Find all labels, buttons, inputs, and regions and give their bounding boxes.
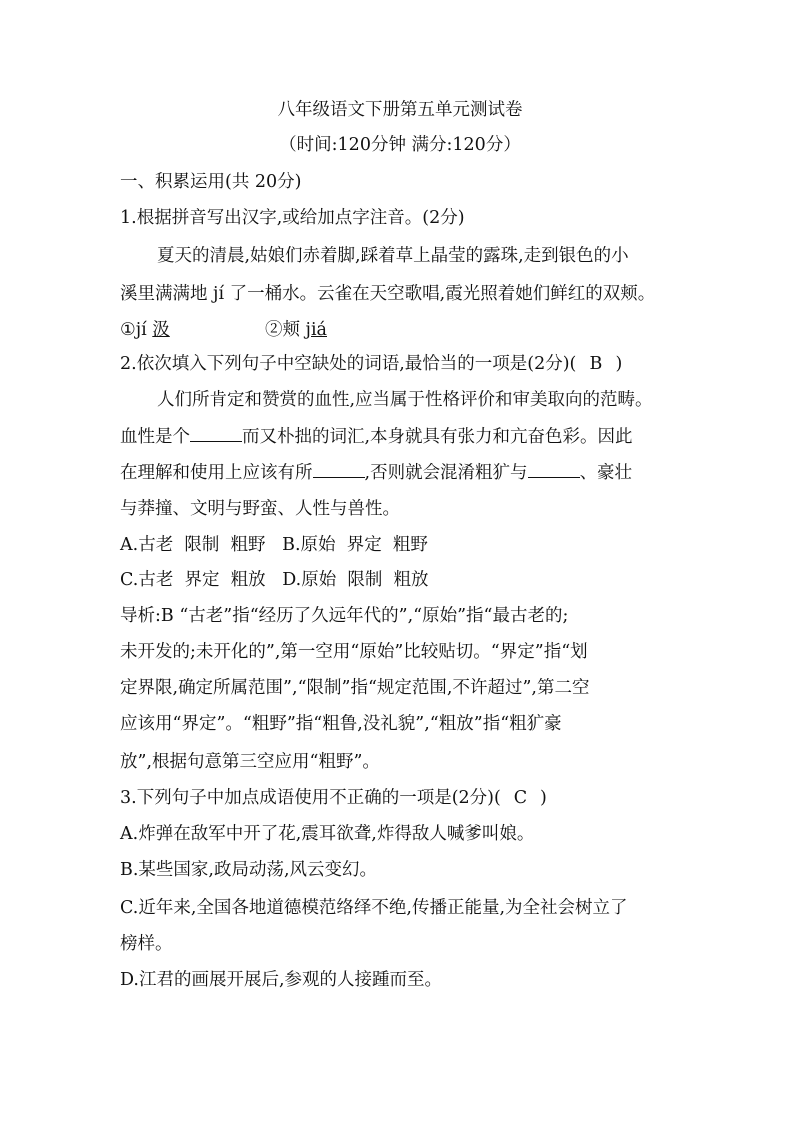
q1-answer1-label: ①jí	[120, 320, 147, 340]
q3-stem-line	[120, 786, 680, 810]
section-heading: 一、积累运用(共 20分)	[120, 172, 302, 192]
q2-blank-1	[190, 425, 242, 442]
q2-options-cd: C.古老 界定 粗放 D.原始 限制 粗放	[120, 570, 429, 590]
q2-passage-line2	[120, 425, 680, 449]
q2-analysis-line2: 未开发的;未开化的”,第一空用“原始”比较贴切。“界定”指“划	[120, 642, 588, 662]
q3-option-a: A.炸弹在敌军中开了花,震耳欲聋,炸得敌人喊爹叫娘。	[120, 824, 535, 844]
q3-option-d: D.江君的画展开展后,参观的人接踵而至。	[120, 970, 443, 990]
q2-stem-line	[120, 352, 700, 376]
q2-analysis-line4: 应该用“界定”。“粗野”指“粗鲁,没礼貌”,“粗放”指“粗犷豪	[120, 714, 562, 734]
q2-blank-3	[528, 461, 580, 478]
q1-stem: 1.根据拼音写出汉字,或给加点字注音。(2分)	[120, 208, 465, 228]
q2-analysis-line5: 放”,根据句意第三空应用“粗野”。	[120, 752, 380, 772]
page-subtitle: （时间:120分钟 满分:120分）	[279, 135, 521, 155]
q3-stem: 3.下列句子中加点成语使用不正确的一项是(2分)(	[120, 788, 501, 808]
q2-stem: 2.依次填入下列句子中空缺处的词语,最恰当的一项是(2分)(	[120, 354, 577, 374]
q3-option-c-line2: 榜样。	[120, 934, 173, 954]
q1-answer2-label: ②颊	[264, 320, 300, 340]
q3-option-c-line1: C.近年来,全国各地道德模范络绎不绝,传播正能量,为全社会树立了	[120, 898, 628, 918]
q3-option-b: B.某些国家,政局动荡,风云变幻。	[120, 860, 378, 880]
q1-answer2: jiá	[305, 320, 327, 340]
q2-passage-text: 血性是个	[120, 427, 190, 447]
q2-answer: B	[589, 354, 603, 374]
q2-passage-text: 而又朴拙的词汇,本身就具有张力和亢奋色彩。因此	[242, 427, 633, 447]
q2-passage-line1: 人们所肯定和赞赏的血性,应当属于性格评价和审美取向的范畴。	[157, 390, 653, 410]
q3-answer: C	[513, 788, 528, 808]
q2-passage-text: 、豪壮	[579, 463, 633, 483]
q1-passage-line1: 夏天的清晨,姑娘们赤着脚,踩着草上晶莹的露珠,走到银色的小	[157, 246, 629, 266]
q2-options-ab: A.古老 限制 粗野 B.原始 界定 粗野	[120, 535, 428, 555]
q2-passage-text: ,否则就会混淆粗犷与	[364, 463, 528, 483]
q1-answers	[120, 318, 680, 342]
q3-close-paren: )	[539, 788, 547, 808]
q2-analysis-line1: 导析:B “古老”指“经历了久远年代的”,“原始”指“最古老的;	[120, 606, 569, 626]
page-title: 八年级语文下册第五单元测试卷	[277, 100, 523, 120]
q2-passage-line4: 与莽撞、文明与野蛮、人性与兽性。	[120, 499, 400, 519]
q2-analysis-line3: 定界限,确定所属范围”,“限制”指“规定范围,不许超过”,第二空	[120, 678, 590, 698]
q2-passage-text: 在理解和使用上应该有所	[120, 463, 313, 483]
q1-passage-line2: 溪里满满地 jí 了一桶水。云雀在天空歌唱,霞光照着她们鲜红的双颊。	[120, 284, 656, 304]
q2-blank-2	[313, 461, 365, 478]
q1-answer1: 汲	[152, 320, 170, 340]
q2-passage-line3	[120, 461, 680, 485]
q2-close-paren: )	[615, 354, 623, 374]
